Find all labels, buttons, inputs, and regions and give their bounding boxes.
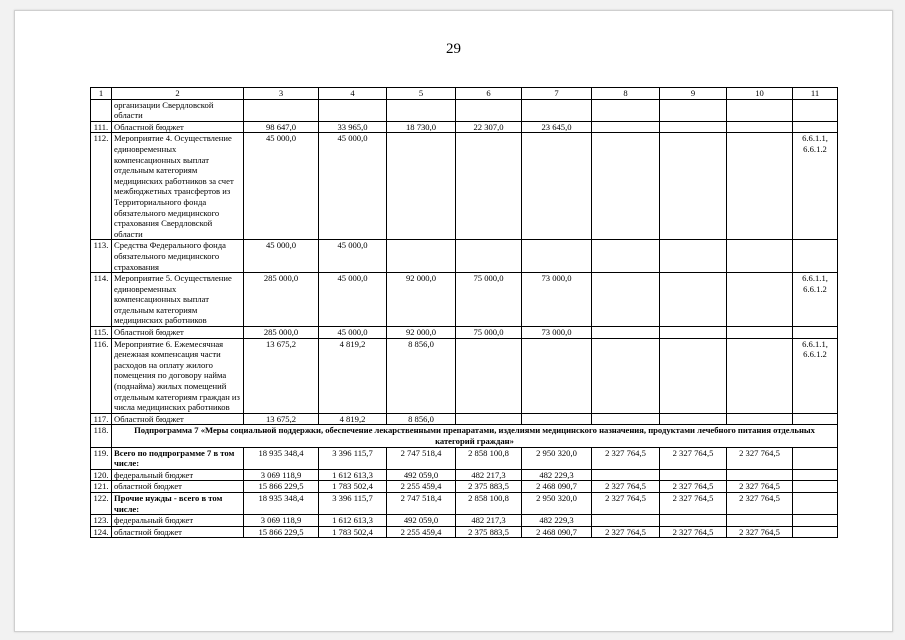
- amount-cell: 2 950 320,0: [522, 447, 592, 469]
- amount-cell: [727, 338, 793, 413]
- indicator-reference: [793, 469, 838, 481]
- amount-cell: [387, 133, 456, 240]
- row-name: Мероприятие 4. Осуществление единовременных компенсационных выплат отдельным категориям медицинских работников за счет межбюджетных трансфертов из Территориального фонда обязательного медицинского страхования Свердловской области: [112, 133, 244, 240]
- amount-cell: 8 856,0: [387, 338, 456, 413]
- amount-cell: 2 327 764,5: [727, 447, 793, 469]
- amount-cell: 45 000,0: [319, 133, 387, 240]
- row-number: 123.: [91, 515, 112, 527]
- page-number: 29: [446, 41, 461, 57]
- amount-cell: 492 059,0: [387, 469, 456, 481]
- amount-cell: 45 000,0: [319, 273, 387, 327]
- column-header: 5: [387, 88, 456, 100]
- amount-cell: 3 069 118,9: [244, 515, 319, 527]
- row-number: 120.: [91, 469, 112, 481]
- row-number: 122.: [91, 492, 112, 514]
- amount-cell: 482 217,3: [456, 515, 522, 527]
- amount-cell: [660, 515, 727, 527]
- document-page: [14, 10, 893, 632]
- amount-cell: 3 396 115,7: [319, 447, 387, 469]
- amount-cell: [727, 413, 793, 425]
- row-number: 113.: [91, 240, 112, 273]
- budget-table: [90, 87, 838, 538]
- amount-cell: [660, 121, 727, 133]
- amount-cell: [727, 273, 793, 327]
- amount-cell: [592, 99, 660, 121]
- amount-cell: [660, 99, 727, 121]
- amount-cell: 73 000,0: [522, 327, 592, 339]
- column-header: 4: [319, 88, 387, 100]
- amount-cell: [727, 515, 793, 527]
- amount-cell: 2 327 764,5: [660, 481, 727, 493]
- amount-cell: 23 645,0: [522, 121, 592, 133]
- row-name: Областной бюджет: [112, 327, 244, 339]
- amount-cell: [727, 121, 793, 133]
- amount-cell: [456, 240, 522, 273]
- amount-cell: 285 000,0: [244, 327, 319, 339]
- amount-cell: [592, 240, 660, 273]
- amount-cell: [319, 99, 387, 121]
- amount-cell: 8 856,0: [387, 413, 456, 425]
- indicator-reference: 6.6.1.1, 6.6.1.2: [793, 273, 838, 327]
- table-row: [91, 133, 838, 240]
- amount-cell: 45 000,0: [319, 327, 387, 339]
- amount-cell: 92 000,0: [387, 273, 456, 327]
- amount-cell: [660, 469, 727, 481]
- amount-cell: [592, 413, 660, 425]
- row-name: Мероприятие 6. Ежемесячная денежная компенсация части расходов на оплату жилого помещения по договору найма (поднайма) жилых помещений отдельным категориям граждан из числа медицинских работников: [112, 338, 244, 413]
- amount-cell: 18 935 348,4: [244, 447, 319, 469]
- column-header: 9: [660, 88, 727, 100]
- amount-cell: 482 217,3: [456, 469, 522, 481]
- amount-cell: [592, 338, 660, 413]
- amount-cell: [522, 240, 592, 273]
- indicator-reference: [793, 121, 838, 133]
- amount-cell: 2 950 320,0: [522, 492, 592, 514]
- column-header: 3: [244, 88, 319, 100]
- indicator-reference: [793, 99, 838, 121]
- amount-cell: 75 000,0: [456, 327, 522, 339]
- table-row: [91, 413, 838, 425]
- table-row: [91, 240, 838, 273]
- amount-cell: 13 675,2: [244, 338, 319, 413]
- amount-cell: [456, 338, 522, 413]
- table-row: [91, 327, 838, 339]
- row-name: федеральный бюджет: [112, 469, 244, 481]
- amount-cell: 492 059,0: [387, 515, 456, 527]
- amount-cell: [660, 133, 727, 240]
- amount-cell: 2 327 764,5: [727, 492, 793, 514]
- amount-cell: [660, 327, 727, 339]
- amount-cell: 45 000,0: [244, 133, 319, 240]
- amount-cell: [522, 413, 592, 425]
- amount-cell: 2 468 090,7: [522, 481, 592, 493]
- amount-cell: 2 327 764,5: [592, 492, 660, 514]
- table-row: [91, 526, 838, 538]
- amount-cell: 1 612 613,3: [319, 515, 387, 527]
- amount-cell: [592, 327, 660, 339]
- row-name: Мероприятие 5. Осуществление единовременных компенсационных выплат отдельным категориям медицинских работников: [112, 273, 244, 327]
- amount-cell: [592, 121, 660, 133]
- amount-cell: 2 327 764,5: [592, 481, 660, 493]
- amount-cell: 13 675,2: [244, 413, 319, 425]
- amount-cell: 2 327 764,5: [660, 447, 727, 469]
- row-name: областной бюджет: [112, 481, 244, 493]
- amount-cell: 482 229,3: [522, 469, 592, 481]
- amount-cell: [660, 413, 727, 425]
- amount-cell: 2 327 764,5: [727, 526, 793, 538]
- row-number: 116.: [91, 338, 112, 413]
- table-row: [91, 447, 838, 469]
- table-row: [91, 492, 838, 514]
- amount-cell: [592, 273, 660, 327]
- amount-cell: [727, 240, 793, 273]
- indicator-reference: [793, 447, 838, 469]
- row-name: Средства Федерального фонда обязательного медицинского страхования: [112, 240, 244, 273]
- amount-cell: 2 375 883,5: [456, 526, 522, 538]
- indicator-reference: [793, 515, 838, 527]
- amount-cell: [727, 469, 793, 481]
- amount-cell: 2 255 459,4: [387, 526, 456, 538]
- amount-cell: 92 000,0: [387, 327, 456, 339]
- amount-cell: [592, 469, 660, 481]
- row-number: 114.: [91, 273, 112, 327]
- amount-cell: 2 327 764,5: [592, 526, 660, 538]
- amount-cell: [727, 99, 793, 121]
- row-number: 112.: [91, 133, 112, 240]
- amount-cell: [592, 515, 660, 527]
- row-number: 118.: [91, 425, 112, 447]
- column-header: 10: [727, 88, 793, 100]
- table-row: [91, 121, 838, 133]
- row-name: Прочие нужды - всего в том числе:: [112, 492, 244, 514]
- row-name: Областной бюджет: [112, 121, 244, 133]
- amount-cell: 2 858 100,8: [456, 492, 522, 514]
- amount-cell: [387, 240, 456, 273]
- amount-cell: [244, 99, 319, 121]
- amount-cell: 18 935 348,4: [244, 492, 319, 514]
- column-header: 1: [91, 88, 112, 100]
- row-number: 117.: [91, 413, 112, 425]
- row-number: 119.: [91, 447, 112, 469]
- amount-cell: [456, 413, 522, 425]
- table-row: [91, 515, 838, 527]
- column-header: 11: [793, 88, 838, 100]
- amount-cell: [522, 338, 592, 413]
- amount-cell: 285 000,0: [244, 273, 319, 327]
- amount-cell: 3 396 115,7: [319, 492, 387, 514]
- amount-cell: 73 000,0: [522, 273, 592, 327]
- amount-cell: 482 229,3: [522, 515, 592, 527]
- table-row: [91, 273, 838, 327]
- amount-cell: [522, 99, 592, 121]
- amount-cell: [456, 99, 522, 121]
- indicator-reference: [793, 492, 838, 514]
- amount-cell: 2 375 883,5: [456, 481, 522, 493]
- amount-cell: [456, 133, 522, 240]
- amount-cell: 2 327 764,5: [660, 526, 727, 538]
- row-number: 111.: [91, 121, 112, 133]
- indicator-reference: 6.6.1.1, 6.6.1.2: [793, 338, 838, 413]
- row-number: 115.: [91, 327, 112, 339]
- table-body: [91, 88, 838, 538]
- amount-cell: 15 866 229,5: [244, 481, 319, 493]
- indicator-reference: [793, 481, 838, 493]
- table-row: [91, 338, 838, 413]
- indicator-reference: [793, 327, 838, 339]
- table-row: [91, 425, 838, 447]
- subprogram-title: Подпрограмма 7 «Меры социальной поддержки, обеспечение лекарственными препаратами, изделиями медицинского назначения, продуктами лечебного питания отдельных категорий граждан»: [112, 425, 838, 447]
- amount-cell: 98 647,0: [244, 121, 319, 133]
- amount-cell: 2 858 100,8: [456, 447, 522, 469]
- indicator-reference: [793, 413, 838, 425]
- indicator-reference: 6.6.1.1, 6.6.1.2: [793, 133, 838, 240]
- row-number: 121.: [91, 481, 112, 493]
- row-name: областной бюджет: [112, 526, 244, 538]
- row-number: 124.: [91, 526, 112, 538]
- amount-cell: [660, 273, 727, 327]
- table-row: [91, 469, 838, 481]
- amount-cell: 1 783 502,4: [319, 481, 387, 493]
- amount-cell: 15 866 229,5: [244, 526, 319, 538]
- amount-cell: [727, 133, 793, 240]
- amount-cell: 1 612 613,3: [319, 469, 387, 481]
- amount-cell: 2 327 764,5: [727, 481, 793, 493]
- column-header: 7: [522, 88, 592, 100]
- amount-cell: 3 069 118,9: [244, 469, 319, 481]
- amount-cell: [592, 133, 660, 240]
- amount-cell: 1 783 502,4: [319, 526, 387, 538]
- row-name: Областной бюджет: [112, 413, 244, 425]
- column-header: 8: [592, 88, 660, 100]
- indicator-reference: [793, 526, 838, 538]
- amount-cell: 4 819,2: [319, 413, 387, 425]
- amount-cell: [660, 240, 727, 273]
- amount-cell: 2 255 459,4: [387, 481, 456, 493]
- amount-cell: 75 000,0: [456, 273, 522, 327]
- amount-cell: [660, 338, 727, 413]
- amount-cell: 45 000,0: [244, 240, 319, 273]
- row-name: Всего по подпрограмме 7 в том числе:: [112, 447, 244, 469]
- header-row: [91, 88, 838, 100]
- amount-cell: 2 747 518,4: [387, 492, 456, 514]
- column-header: 6: [456, 88, 522, 100]
- row-name: федеральный бюджет: [112, 515, 244, 527]
- table-row: [91, 99, 838, 121]
- amount-cell: [522, 133, 592, 240]
- column-header: 2: [112, 88, 244, 100]
- amount-cell: 22 307,0: [456, 121, 522, 133]
- amount-cell: 45 000,0: [319, 240, 387, 273]
- amount-cell: 2 747 518,4: [387, 447, 456, 469]
- row-name: организации Свердловской области: [112, 99, 244, 121]
- amount-cell: [387, 99, 456, 121]
- amount-cell: [727, 327, 793, 339]
- amount-cell: 2 468 090,7: [522, 526, 592, 538]
- amount-cell: 4 819,2: [319, 338, 387, 413]
- row-number: [91, 99, 112, 121]
- indicator-reference: [793, 240, 838, 273]
- amount-cell: 18 730,0: [387, 121, 456, 133]
- amount-cell: 33 965,0: [319, 121, 387, 133]
- amount-cell: 2 327 764,5: [592, 447, 660, 469]
- amount-cell: 2 327 764,5: [660, 492, 727, 514]
- table-row: [91, 481, 838, 493]
